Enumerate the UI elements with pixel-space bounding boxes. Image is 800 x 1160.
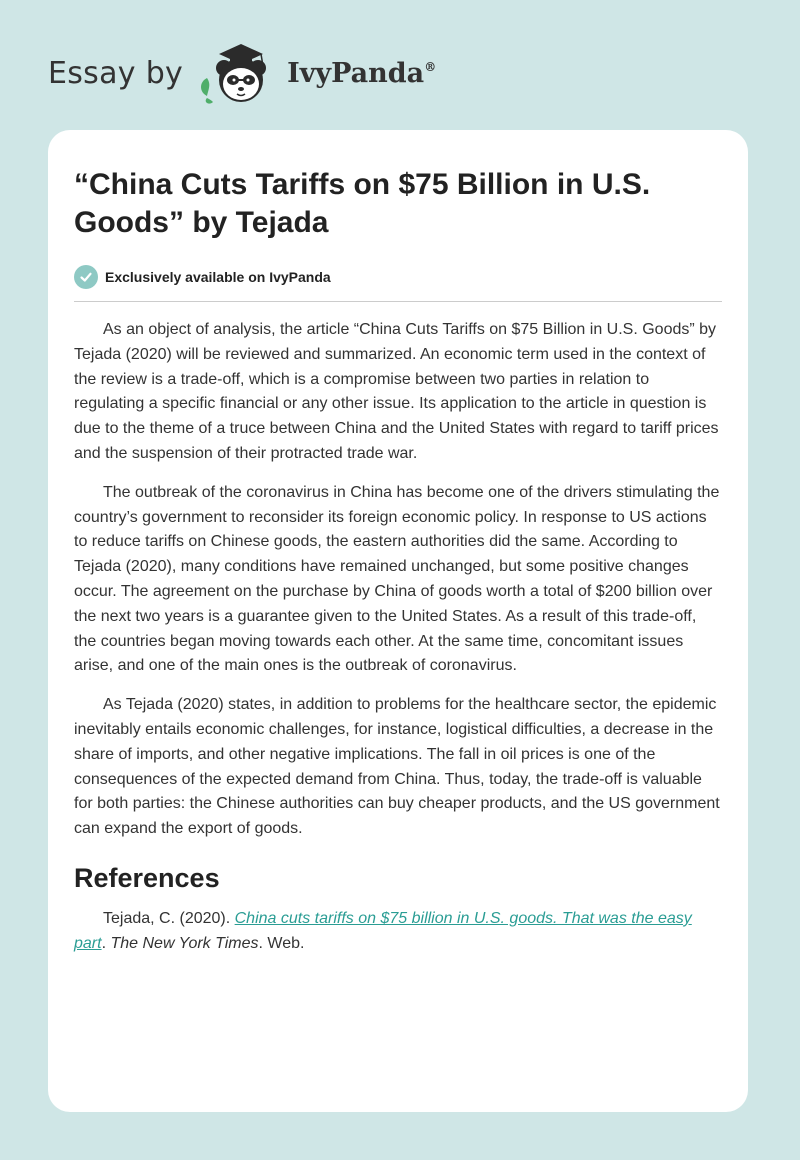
paragraph: As an object of analysis, the article “China Cuts Tariffs on $75 Billion in U.S. Goods” by Tejada (2020) will be reviewed and summarized. An economic term used in the context of the review is a trade-off, which is a compromise between two parties in relation to regulating a specific financial or any other issue. Its application to the article in question is due to the theme of a truce between China and the United States with regard to tariff prices and the suspension of their protracted trade war. xyxy=(74,321,719,462)
reference-suffix: . Web. xyxy=(258,934,305,952)
reference-source: The New York Times xyxy=(110,934,259,952)
reference-separator: . xyxy=(101,934,111,952)
reference-link[interactable]: China cuts tariffs on $75 billion in U.S. goods. That was the easy part xyxy=(74,909,692,952)
essay-card xyxy=(48,130,748,1112)
ivypanda-logo-icon[interactable] xyxy=(197,38,283,108)
reference-entry xyxy=(74,906,722,956)
brand-prefix: Essay by xyxy=(48,55,184,91)
divider xyxy=(74,301,722,302)
check-icon xyxy=(74,265,98,289)
brand-name: IvyPanda® xyxy=(287,57,437,89)
exclusive-label: Exclusively available on IvyPanda xyxy=(105,269,331,285)
brand-header xyxy=(48,38,508,108)
exclusive-badge xyxy=(74,264,722,290)
references-heading: References xyxy=(74,862,220,893)
reference-author: Tejada, C. (2020). xyxy=(103,909,235,927)
page-title: “China Cuts Tariffs on $75 Billion in U.S. Goods” by Tejada xyxy=(74,168,651,239)
paragraph: As Tejada (2020) states, in addition to problems for the healthcare sector, the epidemic inevitably entails economic challenges, for instance, logistical difficulties, a decrease in the share of imports, and other negative implications. The fall in oil prices is one of the consequences of the expected demand from China. Thus, today, the trade-off is valuable for both parties: the Chinese authorities can buy cheaper products, and the US government can expand the export of goods. xyxy=(74,696,720,838)
essay-body xyxy=(74,318,722,842)
paragraph: The outbreak of the coronavirus in China has become one of the drivers stimulating the country’s government to reconsider its foreign economic policy. In response to US actions to reduce tariffs on Chinese goods, the eastern authorities did the same. According to Tejada (2020), many conditions have remained unchanged, but some positive changes occur. The agreement on the purchase by China of goods worth a total of $200 billion over the next two years is a guarantee given to the United States. As a result of this trade-off, the countries began moving towards each other. At the same time, concomitant issues arise, and one of the main ones is the outbreak of coronavirus. xyxy=(74,483,720,675)
